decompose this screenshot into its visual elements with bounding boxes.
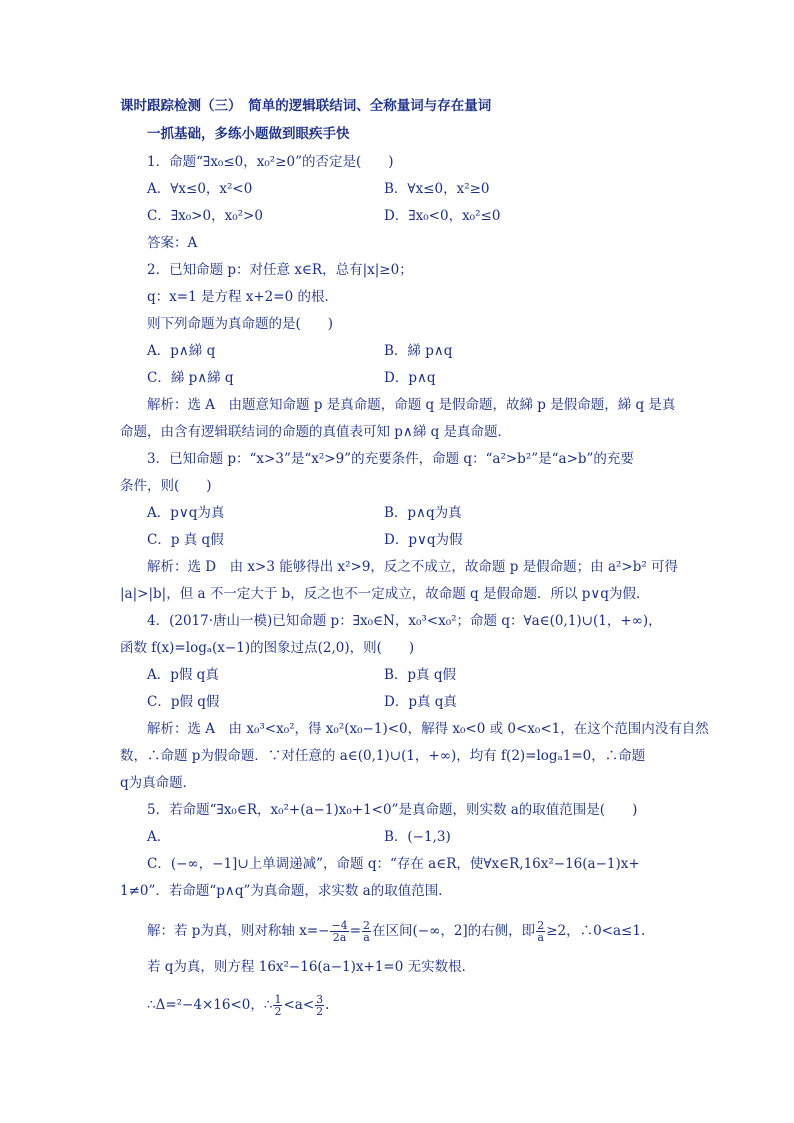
- question-1-stem: 1．命题“∃x₀≤0，x₀²≥0”的否定是( ): [147, 154, 394, 170]
- q1-answer: 答案：A: [147, 235, 198, 251]
- q4-option-d: D．p真 q真: [384, 694, 457, 710]
- q2-option-c: C．綈 p∧綈 q: [147, 370, 234, 386]
- q1-option-a: A．∀x≤0，x²<0: [147, 181, 253, 197]
- fraction-numerator: 2: [363, 919, 370, 932]
- q5-option-b: B．(−1,3): [384, 829, 451, 845]
- q4-explanation-2: 数，∴命题 p为假命题．∵对任意的 a∈(0,1)∪(1，+∞)，均有 f(2)=logₐ1=0，∴命题: [120, 748, 646, 764]
- question-3-stem-2: 条件，则( ): [120, 478, 212, 494]
- solution-line-2: 若 q为真，则方程 16x²−16(a−1)x+1=0 无实数根．: [147, 959, 476, 975]
- q1-option-d: D．∃x₀<0，x₀²≤0: [384, 208, 501, 224]
- fraction-2-over-a: [536, 920, 545, 943]
- fraction-denominator: a: [537, 931, 544, 944]
- q2-explanation-1: 解析：选 A 由题意知命题 p 是真命题，命题 q 是假命题，故綈 p 是假命题，綈 q 是真: [147, 397, 676, 413]
- q3-option-c: C．p 真 q假: [147, 532, 224, 548]
- q4-option-c: C．p假 q假: [147, 694, 220, 710]
- fraction-numerator: −4: [331, 919, 348, 932]
- solution-text: .: [325, 997, 330, 1013]
- q5-option-c-text-2: 1≠0”．若命题“p∧q”为真命题，求实数 a的取值范围．: [120, 883, 452, 899]
- fraction-2-over-a: [362, 920, 371, 943]
- q5-option-a: A．: [147, 829, 171, 845]
- question-2-stem-3: 则下列命题为真命题的是( ): [147, 316, 334, 332]
- fraction-denominator: 2a: [332, 931, 347, 944]
- question-3-stem: 3．已知命题 p：“x>3”是“x²>9”的充要条件，命题 q：“a²>b²”是“a>b”的充要: [147, 451, 634, 467]
- fraction-denominator: a: [363, 931, 370, 944]
- q4-explanation-3: q为真命题．: [120, 775, 197, 791]
- q1-option-b: B．∀x≤0，x²≥0: [384, 181, 490, 197]
- q3-explanation-2: |a|>|b|，但 a 不一定大于 b，反之也不一定成立，故命题 q 是假命题．所以 p∨q为假．: [120, 586, 650, 602]
- question-4-stem-2: 函数 f(x)=logₐ(x−1)的图象过点(2,0)，则( ): [120, 640, 415, 656]
- q2-option-a: A．p∧綈 q: [147, 343, 216, 359]
- fraction-numerator: 3: [316, 993, 324, 1006]
- q3-option-a: A．p∨q为真: [147, 505, 225, 521]
- q2-explanation-2: 命题，由含有逻辑联结词的命题的真值表可知 p∧綈 q 是真命题．: [120, 424, 512, 440]
- q1-option-c: C．∃x₀>0，x₀²>0: [147, 208, 263, 224]
- solution-text: <a<: [283, 997, 315, 1013]
- question-2-stem: 2．已知命题 p：对任意 x∈R，总有|x|≥0；: [147, 262, 413, 278]
- solution-text: ∴Δ=²−4×16<0，∴: [147, 997, 273, 1013]
- q3-option-d: D．p∨q为假: [384, 532, 463, 548]
- solution-text: =: [349, 923, 361, 939]
- q4-option-b: B．p真 q假: [384, 667, 456, 683]
- q2-option-d: D．p∧q: [384, 370, 436, 386]
- q4-explanation-1: 解析：选 A 由 x₀³<x₀²，得 x₀²(x₀−1)<0，解得 x₀<0 或 0<x₀<1，在这个范围内没有自然: [147, 721, 709, 737]
- solution-line-1: [147, 920, 645, 943]
- fraction-numerator: 1: [274, 993, 282, 1006]
- question-5-stem: 5．若命题“∃x₀∈R，x₀²+(a−1)x₀+1<0”是真命题，则实数 a的取值范围是( ): [147, 802, 638, 818]
- fraction-3-over-2: [315, 994, 324, 1017]
- solution-text: ≥2，∴0<a≤1.: [546, 923, 646, 939]
- solution-line-3: [147, 994, 329, 1017]
- q3-explanation-1: 解析：选 D 由 x>3 能够得出 x²>9，反之不成立，故命题 p 是假命题；由 a²>b² 可得: [147, 559, 679, 575]
- q5-option-c-text: C．(−∞，−1]∪上单调递减”，命题 q：“存在 a∈R，使∀x∈R,16x²−16(a−1)x+: [147, 856, 640, 872]
- question-4-stem: 4．(2017·唐山一模)已知命题 p：∃x₀∈N，x₀³<x₀²；命题 q：∀a∈(0,1)∪(1，+∞)，: [147, 613, 662, 629]
- section-heading: 一抓基础，多练小题做到眼疾手快: [147, 126, 350, 142]
- page-title: 课时跟踪检测（三） 简单的逻辑联结词、全称量词与存在量词: [120, 98, 492, 114]
- fraction-neg4-over-2a: [330, 920, 348, 943]
- solution-text: 解：若 p为真，则对称轴 x=−: [147, 923, 330, 939]
- solution-text: 在区间(−∞，2]的右侧，即: [372, 923, 536, 939]
- q3-option-b: B．p∧q为真: [384, 505, 462, 521]
- q2-option-b: B．綈 p∧q: [384, 343, 453, 359]
- fraction-numerator: 2: [537, 919, 545, 932]
- fraction-denominator: 2: [316, 1005, 324, 1018]
- fraction-denominator: 2: [274, 1005, 282, 1018]
- q4-option-a: A．p假 q真: [147, 667, 219, 683]
- question-2-stem-2: q：x=1 是方程 x+2=0 的根．: [147, 289, 338, 305]
- fraction-1-over-2: [273, 994, 282, 1017]
